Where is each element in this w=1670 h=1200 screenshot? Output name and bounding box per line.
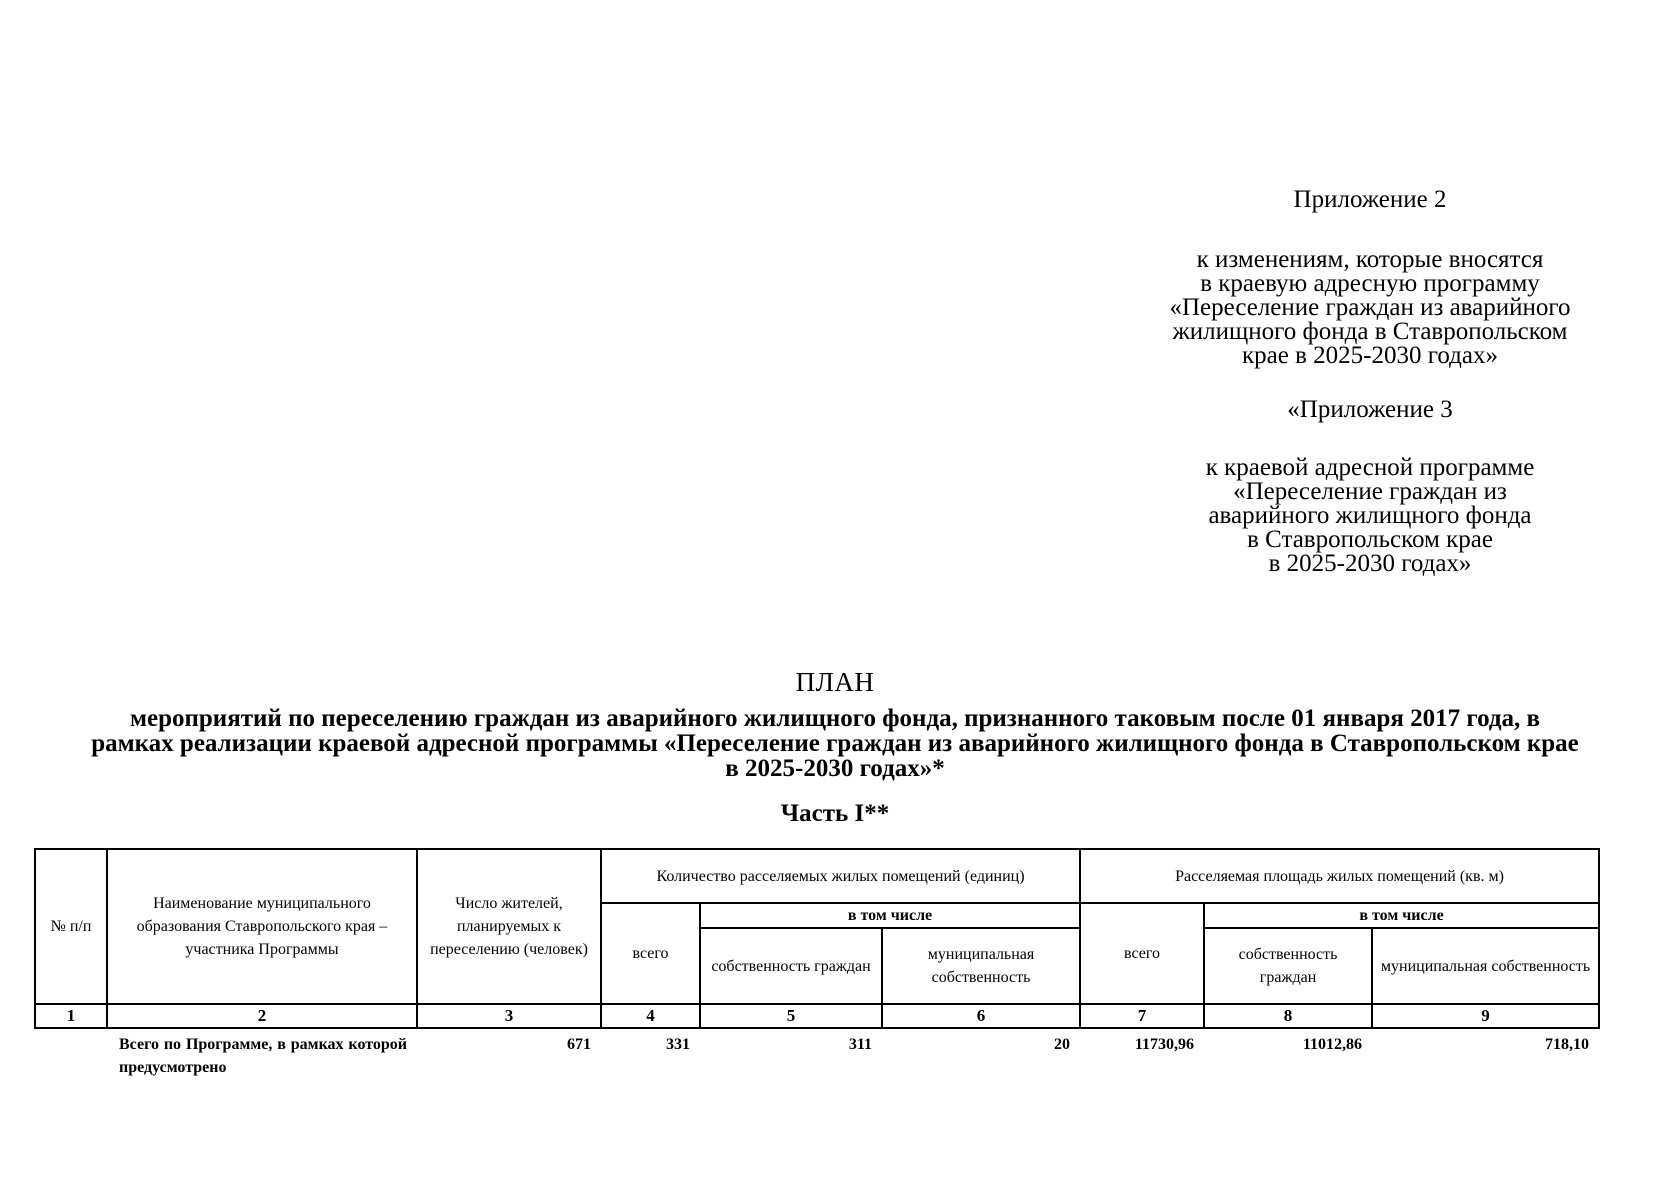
plan-subtitle-line: в 2025-2030 годах»* — [725, 755, 945, 782]
row-num — [35, 1028, 107, 1079]
plan-subtitle-line: рамках реализации краевой адресной программы «Переселение граждан из аварийного жилищного фонда в Ставропольском крае — [91, 730, 1579, 757]
column-number: 2 — [107, 1004, 417, 1028]
column-number: 6 — [882, 1004, 1080, 1028]
header-area-group: Расселяемая площадь жилых помещений (кв. м) — [1080, 849, 1599, 903]
header-residents: Число жителей, планируемых к переселению (человек) — [417, 849, 601, 1004]
header-area-municipal: муниципальная собственность — [1372, 928, 1599, 1004]
appendix-2-title-text: Приложение 2 — [1293, 186, 1447, 213]
header-area-total: всего — [1080, 903, 1204, 1004]
appendix-3-line: к краевой адресной программе — [1205, 454, 1535, 481]
column-number: 4 — [601, 1004, 700, 1028]
row-area-citizens: 11012,86 — [1302, 1036, 1363, 1053]
header-units-total: всего — [601, 903, 700, 1004]
appendix-3-body — [1130, 456, 1610, 576]
appendix-2-line: к изменениям, которые вносятся — [1196, 246, 1544, 273]
table-row — [35, 1028, 1599, 1079]
plan-subtitle-line: мероприятий по переселению граждан из аварийного жилищного фонда, признанного таковым после 01 января 2017 года, в — [129, 705, 1541, 732]
appendix-3-line: «Переселение граждан из — [1233, 478, 1507, 505]
appendix-2-line: жилищного фонда в Ставропольском — [1172, 318, 1568, 345]
header-municipality: Наименование муниципального образования Ставропольского края – участника Программы — [107, 849, 417, 1004]
column-number-row — [35, 1004, 1599, 1028]
appendix-3-line: в Ставропольском крае — [1247, 526, 1493, 553]
plan-subtitle — [38, 706, 1632, 781]
plan-table — [34, 848, 1600, 1079]
header-units-citizens: собственность граждан — [700, 928, 882, 1004]
header-units-group: Количество расселяемых жилых помещений (единиц) — [601, 849, 1080, 903]
column-number: 5 — [700, 1004, 882, 1028]
column-number: 1 — [35, 1004, 107, 1028]
appendix-3-line: аварийного жилищного фонда — [1208, 502, 1532, 529]
appendix-2-body — [1130, 248, 1610, 368]
column-number: 8 — [1204, 1004, 1372, 1028]
row-area-municipal: 718,10 — [1545, 1036, 1590, 1053]
row-residents: 671 — [567, 1036, 591, 1053]
appendix-2-line: «Переселение граждан из аварийного — [1169, 294, 1571, 321]
row-area-total: 11730,96 — [1134, 1036, 1195, 1053]
header-area-including: в том числе — [1204, 903, 1599, 928]
appendix-2-title — [1130, 188, 1610, 212]
row-units-total: 331 — [666, 1036, 690, 1053]
row-units-municipal: 20 — [1054, 1036, 1071, 1053]
header-area-citizens: собственность граждан — [1204, 928, 1372, 1004]
plan-title: ПЛАН — [795, 667, 875, 697]
column-number: 9 — [1372, 1004, 1599, 1028]
appendix-2-line: крае в 2025-2030 годах» — [1242, 342, 1498, 369]
header-num: № п/п — [35, 849, 107, 1004]
column-number: 3 — [417, 1004, 601, 1028]
appendix-3-title — [1130, 398, 1610, 422]
part-heading: Часть I** — [780, 800, 890, 827]
column-number: 7 — [1080, 1004, 1204, 1028]
header-units-including: в том числе — [700, 903, 1080, 928]
appendix-3-line: в 2025-2030 годах» — [1268, 550, 1472, 577]
row-municipality: Всего по Программе, в рамках которой предусмотрено — [119, 1036, 407, 1076]
header-units-municipal: муниципальная собственность — [882, 928, 1080, 1004]
row-units-citizens: 311 — [848, 1036, 872, 1053]
appendix-3-title-text: «Приложение 3 — [1287, 396, 1453, 423]
appendix-2-line: в краевую адресную программу — [1200, 270, 1540, 297]
